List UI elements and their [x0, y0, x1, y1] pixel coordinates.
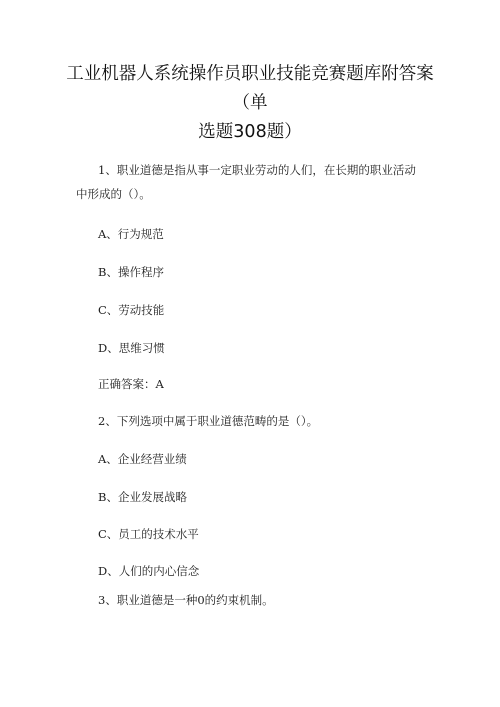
question-2-option-b: B、企业发展战略: [98, 490, 187, 504]
question-2-option-d: D、人们的内心信念: [98, 564, 200, 578]
question-2-option-a: A、企业经营业绩: [98, 452, 187, 466]
question-1-option-b: B、操作程序: [98, 265, 164, 279]
question-3-text: 3、职业道德是一种0的约束机制。: [98, 593, 274, 607]
question-1-option-a: A、行为规范: [98, 227, 164, 241]
question-1-option-c: C、劳动技能: [98, 303, 165, 317]
title-line-1: 工业机器人系统操作员职业技能竞赛题库附答案（单: [66, 64, 434, 113]
question-2-option-c: C、员工的技术水平: [98, 527, 199, 541]
question-1-text: [76, 158, 421, 206]
question-1-stem: 1、职业道德是指从事一定职业劳动的人们，在长期的职业活动中形成的（）。: [76, 163, 416, 201]
question-1-answer: 正确答案：A: [98, 377, 164, 391]
question-2-text: 2、下列选项中属于职业道德范畴的是（）。: [98, 414, 319, 428]
question-1-option-d: D、思维习惯: [98, 341, 165, 355]
document-title: [60, 60, 440, 147]
title-line-2: 选题308题）: [198, 122, 302, 142]
